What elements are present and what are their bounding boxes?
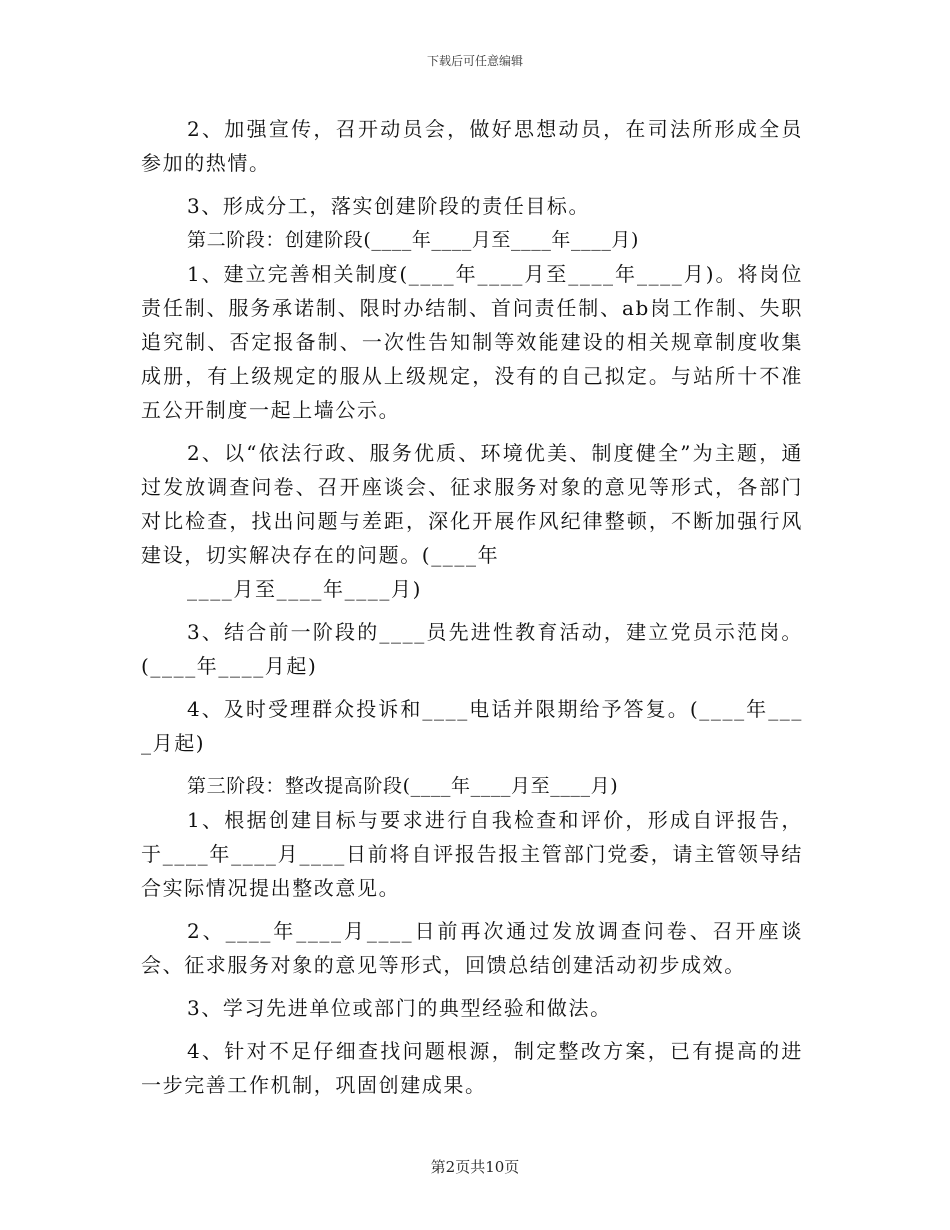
paragraph-stage2-item2-continued: ____月至____年____月) bbox=[187, 577, 423, 601]
page-header: 下载后可任意编辑 bbox=[426, 54, 523, 68]
document-body bbox=[141, 112, 803, 1102]
paragraph-3-division: 3、形成分工，落实创建阶段的责任目标。 bbox=[187, 194, 591, 218]
page-footer: 第2页共10页 bbox=[430, 1158, 520, 1176]
paragraph-stage3-item3: 3、学习先进单位或部门的典型经验和做法。 bbox=[187, 996, 612, 1020]
paragraph-stage3-item2: 2、____年____月____日前再次通过发放调查问卷、召开座谈会、征求服务对象的意见等形式，回馈总结创建活动初步成效。 bbox=[141, 919, 803, 977]
stage-three-heading: 第三阶段：整改提高阶段(____年____月至____月) bbox=[187, 775, 619, 797]
paragraph-stage3-item1: 1、根据创建目标与要求进行自我检查和评价，形成自评报告，于____年____月____日前将自评报告报主管部门党委，请主管领导结合实际情况提出整改意见。 bbox=[141, 808, 803, 900]
paragraph-stage2-item4: 4、及时受理群众投诉和____电话并限期给予答复。(____年____月起) bbox=[141, 697, 803, 755]
stage-two-heading: 第二阶段：创建阶段(____年____月至____年____月) bbox=[187, 229, 640, 251]
paragraph-stage2-item1: 1、建立完善相关制度(____年____月至____年____月)。将岗位责任制、服务承诺制、限时办结制、首问责任制、ab岗工作制、失职追究制、否定报备制、一次性告知制等效能建设的相关规章制度收集成册，有上级规定的服从上级规定，没有的自己拟定。与站所十不准五公开制度一起上墙公示。 bbox=[141, 262, 803, 422]
paragraph-2-publicity: 2、加强宣传，召开动员会，做好思想动员，在司法所形成全员参加的热情。 bbox=[141, 117, 803, 175]
paragraph-stage3-item4: 4、针对不足仔细查找问题根源，制定整改方案，已有提高的进一步完善工作机制，巩固创建成果。 bbox=[141, 1039, 803, 1097]
paragraph-stage2-item2: 2、以“依法行政、服务优质、环境优美、制度健全”为主题，通过发放调查问卷、召开座谈会、征求服务对象的意见等形式，各部门对比检查，找出问题与差距，深化开展作风纪律整顿，不断加强行风建设，切实解决存在的问题。(____年 bbox=[141, 441, 803, 567]
paragraph-stage2-item3: 3、结合前一阶段的____员先进性教育活动，建立党员示范岗。(____年____月起) bbox=[141, 620, 803, 678]
